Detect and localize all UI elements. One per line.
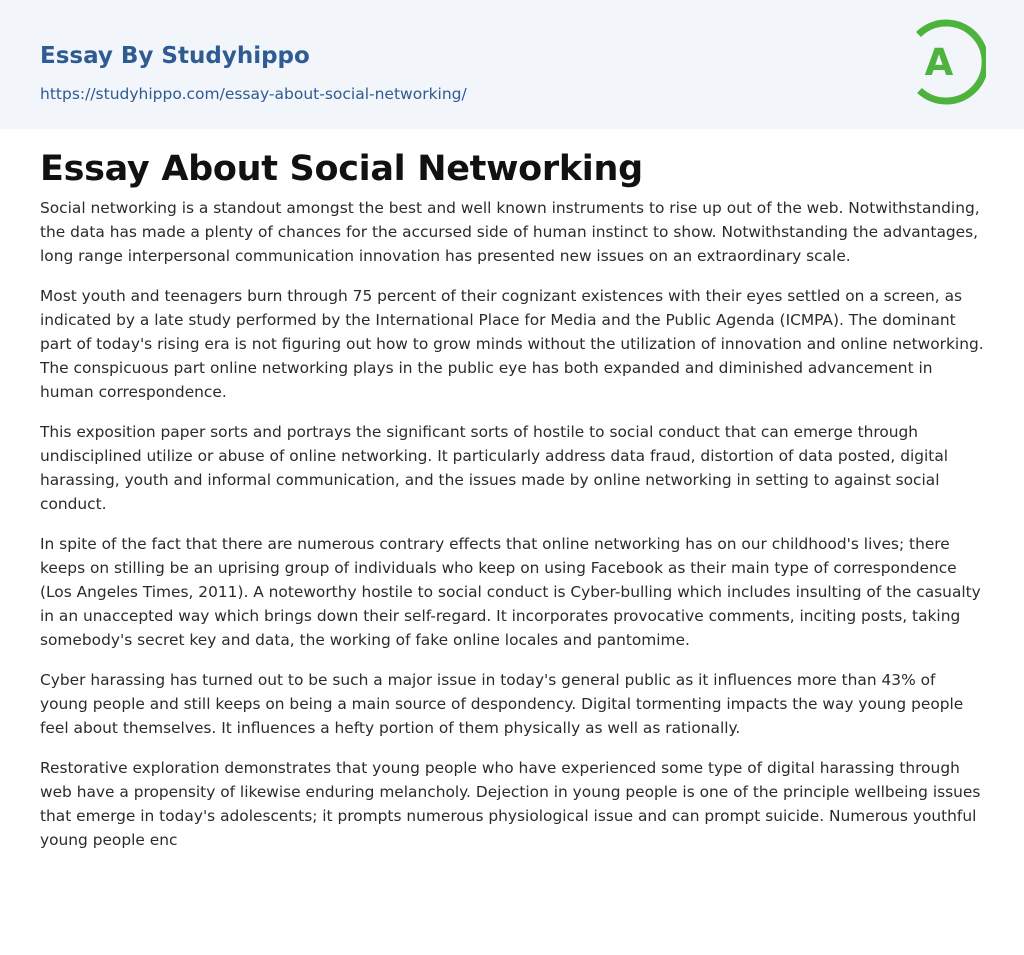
essay-paragraph: Most youth and teenagers burn through 75 percent of their cognizant existences with their eyes settled on a screen, as indicated by a late study performed by the International Place for Media and the Public Agenda (ICMPA). The dominant part of today's rising era is not figuring out how to grow minds without the utilization of innovation and online networking. The conspicuous part online networking plays in the public eye has both expanded and diminished advancement in human correspondence.: [40, 287, 984, 401]
essay-paragraph: Social networking is a standout amongst the best and well known instruments to rise up out of the web. Notwithstanding, the data has made a plenty of chances for the accursed side of human instinct to show. Notwithstanding the advantages, long range interpersonal communication innovation has presented new issues on an extraordinary scale.: [40, 199, 980, 265]
logo-ring-icon: [912, 19, 986, 105]
essay-title: Essay About Social Networking: [40, 149, 643, 189]
essay-paragraph: This exposition paper sorts and portrays the significant sorts of hostile to social conduct that can emerge through undisciplined utilize or abuse of online networking. It particularly address data fraud, distortion of data posted, digital harassing, youth and informal communication, and the issues made by online networking in setting to against social conduct.: [40, 423, 949, 513]
essay-paragraph: Cyber harassing has turned out to be such a major issue in today's general public as it influences more than 43% of young people and still keeps on being a main source of despondency. Digital tormenting impacts the way young people feel about themselves. It influences a hefty portion of them physically as well as rationally.: [40, 671, 964, 737]
logo-letter: A: [924, 41, 954, 84]
studyhippo-logo-icon[interactable]: [912, 19, 986, 105]
essay-url-link[interactable]: https://studyhippo.com/essay-about-social-networking/: [40, 85, 467, 103]
essay-paragraph: Restorative exploration demonstrates that young people who have experienced some type of digital harassing through web have a propensity of likewise enduring melancholy. Dejection in young people is one of the principle wellbeing issues that emerge in today's adolescents; it prompts numerous physiological issue and can prompt suicide. Numerous youthful young people enc: [40, 759, 981, 849]
site-header: [0, 0, 1024, 129]
essay-paragraph: In spite of the fact that there are numerous contrary effects that online networking has on our childhood's lives; there keeps on stilling be an uprising group of individuals who keep on using Facebook as their main type of correspondence (Los Angeles Times, 2011). A noteworthy hostile to social conduct is Cyber-bulling which includes insulting of the casualty in an unaccepted way which brings down their self-regard. It incorporates provocative comments, inciting posts, taking somebody's secret key and data, the working of fake online locales and pantomime.: [40, 535, 981, 649]
site-title[interactable]: Essay By Studyhippo: [40, 43, 310, 69]
essay-content: [40, 147, 986, 868]
